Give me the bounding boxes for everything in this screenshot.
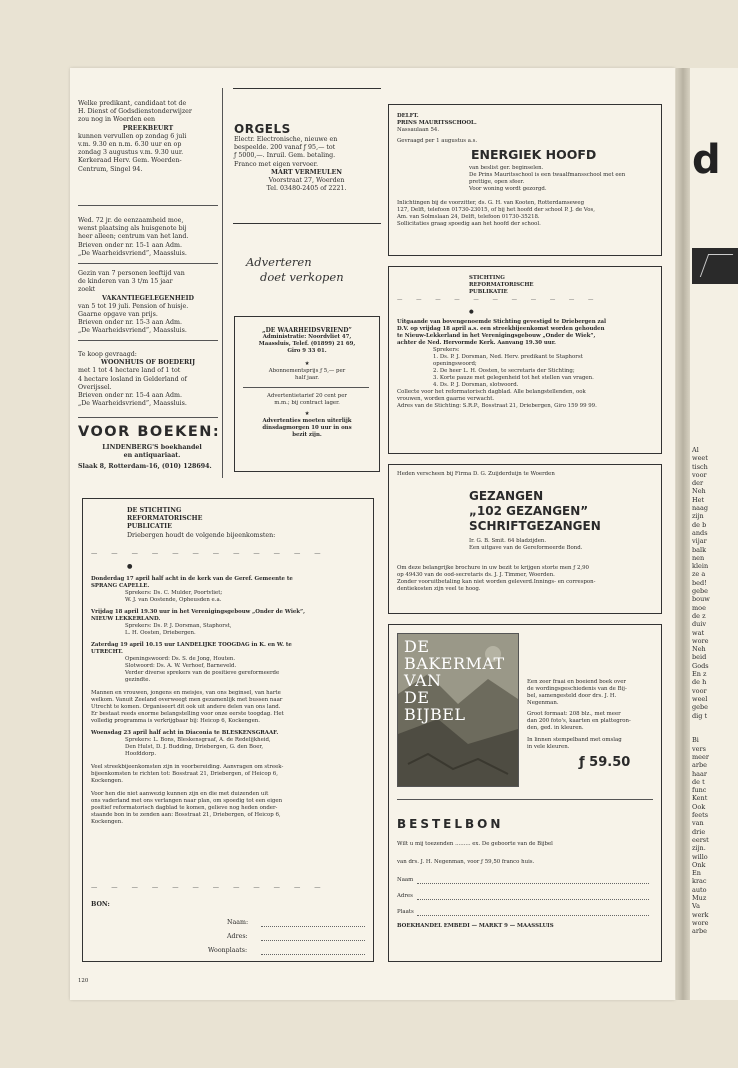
ad-woonhuis-heading: WOONHUIS OF BOEDERIJ <box>100 359 196 367</box>
right-page-line: Muz <box>692 894 707 903</box>
text-line: de wordingsgeschiedenis van de Bij- <box>527 686 627 692</box>
right-page-line: wore <box>692 918 709 927</box>
right-page-line: naag <box>692 504 709 513</box>
ad-orgels-phone: Tel. 03480-2405 of 2221. <box>266 185 347 193</box>
bon-adres-field[interactable] <box>261 940 365 941</box>
delft-heading: ENERGIEK HOOFD <box>471 147 597 162</box>
bestelbon-footer: BOEKHANDEL EMBEDI — MARKT 9 — MAASSLUIS <box>397 923 554 929</box>
ad-vakantie-body <box>78 303 218 336</box>
event-2-place: NIEUW LEKKERLAND. <box>91 616 161 622</box>
text-line: Er bestaat reeds enorme belangstelling voor onze eerste toogdag. Het <box>91 711 284 717</box>
bullet: ● <box>469 309 474 315</box>
stichting-small-title <box>469 275 534 296</box>
text-line: zou nog in Woerden een <box>78 116 156 124</box>
text-line: Maassluis, Telef. (01899) 21 69, <box>258 341 356 347</box>
right-page-line: klein <box>692 562 709 571</box>
right-page-line: wore <box>692 636 709 645</box>
bestelbon-naam-field[interactable] <box>417 883 649 884</box>
text-line: Electr. Electronische, nieuwe en <box>234 136 338 143</box>
text-line: 4 hectare losland in Gelderland of <box>78 375 187 383</box>
event-3-speakers <box>91 656 367 684</box>
ad-preekbeurt-intro <box>78 100 218 125</box>
right-page-line: voor <box>692 470 707 479</box>
text-line: te Nieuw-Lekkerland in het Verenigingsgebouw „Onder de Wiek”, <box>397 333 596 339</box>
text-line: positief reformatorisch dagblad te komen, gelieve nog heden onder- <box>91 805 278 811</box>
divider <box>243 387 369 388</box>
bon-adres-label: Adres: <box>227 933 248 940</box>
text-line: Brieven onder nr. 15-1 aan Adm. <box>78 241 182 249</box>
text-line: Groot formaat: 208 blz., met meer <box>527 711 621 717</box>
page-number: 120 <box>78 978 89 984</box>
text-line: Welke predikant, candidaat tot de <box>78 100 187 107</box>
right-page-line: arbe <box>692 761 707 770</box>
stichting-small-body <box>397 319 659 410</box>
stichting-streekbijeenkomst-box <box>388 266 662 454</box>
text-line: Overijssel. <box>78 383 112 391</box>
gezangen-sub1: Ir. G. B. Smit. 64 bladzijden. <box>469 538 547 544</box>
text-line: kunnen vervullen op zondag 6 juli <box>78 132 187 140</box>
text-line: ons vaderland met ons verlangen naar plan, om spoedig tot een eigen <box>91 798 283 804</box>
text-line: Utrecht te komen. Organiseert dit ook uit andere delen van ons land. <box>91 704 281 710</box>
text-line: Om deze belangrijke brochure in uw bezit te krijgen storte men ƒ 2,90 <box>397 565 589 571</box>
delft-body <box>397 200 659 228</box>
bestelbon-naam-label: Naam <box>397 877 414 883</box>
text-line: Sprekers: L. Bons, Bleskensgraaf, A. de Redelijkheid, <box>125 737 271 743</box>
wv-tarief: Advertentietarief 20 cent per <box>267 393 347 399</box>
gezangen-h1: GEZANGEN <box>469 489 544 503</box>
text-line: Zonder vooruitbetaling kan niet worden geleverd.Innings- en correspon- <box>397 579 596 585</box>
right-page-line: gebe <box>692 587 709 596</box>
text-line: 1. Ds. P. J. Dorsman, Ned. Herv. predikant te Staphorst <box>433 354 583 360</box>
text-line: Slotwoord: Ds. A. W. Verhoef, Barneveld. <box>125 663 237 669</box>
ad-voor-boeken-heading: VOOR BOEKEN: <box>78 424 221 440</box>
delft-school: PRINS MAURITSSCHOOL. <box>397 120 477 126</box>
right-page-line <box>692 720 710 728</box>
text-line: D.V. op vrijdag 18 april a.s. een streekbijeenkomst worden gehouden <box>397 326 605 332</box>
text-line: Centrum, Singel 94. <box>78 165 143 173</box>
right-page-line: ze a <box>692 570 706 579</box>
event-3: Zaterdag 19 april 10.15 uur LANDELIJKE TOOGDAG in K. en W. te <box>91 642 292 648</box>
text-line: „De Waarheidsvriend”, Maassluis. <box>78 400 187 408</box>
cover-title-line: BIJBEL <box>404 705 466 724</box>
bestelbon-adres-field[interactable] <box>417 899 649 900</box>
event-3-place: UTRECHT. <box>91 649 123 655</box>
ad-woonhuis <box>78 351 218 408</box>
text-line: PUBLIKATIE <box>469 289 508 295</box>
cover-title-line: DE <box>404 637 430 656</box>
text-line: bespeelde. 200 vanaf ƒ 95,— tot <box>234 144 336 152</box>
text-line: Sprekers: Ds. P. J. Dorsman, Staphorst, <box>125 623 232 629</box>
right-page-line: wat <box>692 628 705 637</box>
text-line: Sprekers: Ds. C. Mulder, Poortvliet; <box>125 590 223 596</box>
delft-requested: Gevraagd per 1 augustus a.s. <box>397 138 478 144</box>
right-page-line: nen <box>692 553 705 562</box>
text-line: Kerkeraad Herv. Gem. Woerden- <box>78 157 182 165</box>
text-line: 4. Ds. P. J. Dorsman, slotwoord. <box>433 382 519 388</box>
right-page-line: bed! <box>692 578 707 587</box>
ad-voor-boeken <box>78 424 226 472</box>
right-page-line: haar <box>692 769 708 778</box>
divider <box>78 417 218 418</box>
bon-naam-field[interactable] <box>261 926 365 927</box>
right-page-line: der <box>692 479 704 488</box>
ad-woonhuis-body <box>78 367 218 408</box>
right-page-line: Al <box>692 446 699 454</box>
ad-preekbeurt-heading: PREEKBEURT <box>122 124 174 132</box>
ad-vakantie-heading: VAKANTIEGELEGENHEID <box>101 294 195 302</box>
wv-star-1: ★ <box>304 361 310 367</box>
bestelbon-plaats-field[interactable] <box>417 915 649 916</box>
bon-label: BON: <box>91 901 110 908</box>
text-line: achter de Ned. Hervormde Kerk. Aanvang 19.30 uur. <box>397 340 556 346</box>
text-line: 127, Delft, telefoon 01730-23015, of bij het hoofd der school P. J. de Vos, <box>397 207 595 213</box>
text-line: Advertenties moeten uiterlijk <box>262 418 352 424</box>
divider <box>233 223 381 224</box>
right-page-line: ands <box>692 528 708 537</box>
right-page-line: moe <box>692 603 706 612</box>
book-cover-title <box>404 638 505 723</box>
wv-star-2: ★ <box>304 411 310 417</box>
right-page-line: eerst <box>692 835 709 844</box>
right-page-line: willo <box>692 852 708 861</box>
text-line: volledig programma is verkrijgbaar bij: Heicop 6, Kockengen. <box>91 718 260 724</box>
right-page-line: Onk <box>692 860 706 869</box>
wv-tarief-2: m.m.; bij contract lager. <box>274 400 340 406</box>
event-2: Vrijdag 18 april 19.30 uur in het Verenigingsgebouw „Onder de Wiek”, <box>91 609 306 615</box>
right-page-line: van <box>692 819 704 828</box>
stichting-small-p1 <box>397 319 659 347</box>
text-line: REFORMATORISCHE <box>469 282 534 288</box>
text-line: met 1 tot 4 hectare land of 1 tot <box>78 367 181 375</box>
right-page-line: weet <box>692 454 708 463</box>
bestelbon-heading: BESTELBON <box>397 817 504 831</box>
text-line: Administratie: Noordvliet 47, <box>262 334 352 340</box>
text-line: Sollicitaties graag spoedig aan het hoofd der school. <box>397 221 541 227</box>
delft-city: DELFT. <box>397 113 419 119</box>
text-line: in vele kleuren. <box>527 744 570 750</box>
text-line: dinsdagmorgen 10 uur in ons <box>262 425 352 431</box>
text-line: Inlichtingen bij de voorzitter, ds. G. H. van Kooten, Rotterdamseweg <box>397 200 585 206</box>
book-gutter <box>676 68 690 1000</box>
right-page-line: vijar <box>692 537 707 546</box>
text-line: Wed. 72 jr. de eenzaamheid moe, <box>78 217 184 224</box>
sprekers-label: Sprekers: <box>433 347 460 353</box>
right-page-line: krac <box>692 877 707 886</box>
ad-bakermat-box <box>388 624 662 962</box>
ad-preekbeurt-body <box>78 133 218 174</box>
book-binding <box>527 737 655 751</box>
text-line: Een zeer fraai en boeiend boek over <box>527 679 626 685</box>
bestelbon-adres-label: Adres <box>397 893 413 899</box>
slogan-line-2: doet verkopen <box>260 270 344 284</box>
ad-delft-box <box>388 104 662 256</box>
text-line: dan 200 foto's, kaarten en plattegron- <box>527 718 631 724</box>
gezangen-intro: Heden verscheen bij Firma D. G. Zuijderduijn te Woerden <box>397 471 555 477</box>
dashed-rule: — — — — — — — — — — — — <box>91 550 327 557</box>
right-page-line: dig t <box>692 711 708 720</box>
cover-title-line: DE <box>404 688 430 707</box>
slogan-line-1: Adverteren <box>246 255 312 269</box>
ad-gezangen-box <box>388 464 662 614</box>
book-description <box>527 679 655 707</box>
stichting-meetings-box <box>82 498 374 962</box>
stichting-events <box>91 576 367 826</box>
ad-preekbeurt <box>78 100 218 174</box>
text-line: openingswoord; <box>433 361 477 367</box>
bon-naam-label: Naam: <box>227 919 249 926</box>
text-line: Gezin van 7 personen leeftijd van <box>78 270 185 277</box>
text-line: Voor hen die niet aanwezig kunnen zijn en die met duizenden uit <box>91 791 269 797</box>
right-page-line: En <box>692 869 701 878</box>
text-line: prettige, open sfeer. <box>469 179 525 185</box>
book-cover-image <box>397 633 519 787</box>
text-line: zoekt <box>78 286 96 294</box>
text-line: PUBLICATIE <box>127 523 172 531</box>
right-page-line: vers <box>692 744 706 753</box>
dashed-rule: — — — — — — — — — — — <box>397 297 600 303</box>
text-line: Am. van Solmslaan 24, Delft, telefoon 01730-35218. <box>397 214 540 220</box>
right-page-line: Het <box>692 495 705 504</box>
right-page-line: de h <box>692 678 707 687</box>
speaker-list <box>397 354 659 389</box>
bestelbon-line-2: van drs. J. H. Negenman, voor ƒ 59,50 franco huis. <box>397 859 535 865</box>
text-line: staande bon in te zenden aan: Bosstraat 21, Driebergen, of Heicop 6, <box>91 812 281 818</box>
text-line: Kockengen. <box>91 778 123 784</box>
right-page-line: zijn <box>692 512 704 521</box>
bon-woonplaats-label: Woonplaats: <box>208 947 248 954</box>
right-page-line: Bi <box>692 736 699 745</box>
cover-title-line: BAKERMAT <box>404 654 505 673</box>
event-1-place: SPRANG CAPELLE. <box>91 583 150 589</box>
right-page-line: de z <box>692 611 706 620</box>
text-line: 3. Korte pauze met gelegenheid tot het stellen van vragen. <box>433 375 594 381</box>
ad-voor-boeken-sub: en antiquariaat. <box>123 452 181 460</box>
text-line: op 49430 van de ood-secretaris ds. J. J. Timmer, Woerden. <box>397 572 555 578</box>
text-line: Verder diverse sprekers van de positieve gereformeerde <box>125 670 280 676</box>
bestelbon-plaats-label: Plaats <box>397 909 414 915</box>
ad-woonhuis-intro <box>78 351 218 359</box>
text-line: den, ged. in kleuren. <box>527 725 584 731</box>
divider <box>78 340 218 341</box>
gezangen-h3: SCHRIFTGEZANGEN <box>469 519 601 533</box>
right-page-line: Kent <box>692 794 708 803</box>
right-page-line: feets <box>692 811 709 820</box>
right-page-line: de b <box>692 520 707 529</box>
stichting-paragraph-2 <box>91 764 367 785</box>
right-page-line: func <box>692 786 707 795</box>
text-line: W. J. van Oostende, Opheusden e.a. <box>125 597 222 603</box>
text-line: zondag 3 augustus v.m. 9.30 uur. <box>78 149 184 157</box>
event-1-speakers <box>91 590 367 604</box>
text-line: Kockengen. <box>91 819 123 825</box>
text-line: DE STICHTING <box>127 507 182 514</box>
text-line: bijeenkomsten te richten tot: Bosstraat 21, Driebergen, of Heicop 6, <box>91 771 278 777</box>
column-rule <box>222 88 223 478</box>
ad-orgels-heading: ORGELS <box>234 122 291 136</box>
text-line: 2. De heer L. H. Oosten, te secretaris der Stichting; <box>433 368 575 374</box>
right-page-line: Gods <box>692 661 709 670</box>
text-line: Te koop gevraagd: <box>78 351 137 358</box>
stichting-intro: Driebergen houdt de volgende bijeenkomsten: <box>127 532 276 539</box>
gezangen-h2: „102 GEZANGEN” <box>469 504 589 518</box>
text-line: Veel streekbijeenkomsten zijn in voorbereiding. Aanvragen om streek- <box>91 764 284 770</box>
text-line: Giro 9 33 01. <box>287 348 327 354</box>
gezangen-sub2: Een uitgave van de Gereformeerde Bond. <box>469 545 583 551</box>
ad-voor-boeken-shop: LINDENBERG'S boekhandel <box>102 444 202 451</box>
text-line: van beslist ger. beginselen. <box>469 165 544 171</box>
right-page-line: auto <box>692 885 707 894</box>
ad-orgels-name: MART VERMEULEN <box>270 168 343 176</box>
right-page-line: balk <box>692 545 707 554</box>
delft-sub <box>469 165 657 193</box>
cover-title-line: VAN <box>404 671 442 690</box>
right-page-line: En z <box>692 670 707 679</box>
right-page-line: voor <box>692 686 707 695</box>
right-page-line: weel <box>692 694 708 703</box>
text-line: „De Waarheidsvriend”, Maassluis. <box>78 249 187 257</box>
right-page-line: werk <box>692 910 709 919</box>
ad-orgels <box>234 122 379 193</box>
text-line: STICHTING <box>469 275 505 281</box>
text-line: Gaarne opgave van prijs. <box>78 311 158 319</box>
right-page-line: tisch <box>692 462 708 471</box>
text-line: De Prins Mauritsschool is een twaalfmansschool met een <box>469 172 626 178</box>
event-4: Woensdag 23 april half acht in Diaconia te BLESKENSGRAAF. <box>91 730 279 736</box>
text-line: Voor woning wordt gezorgd. <box>469 186 547 192</box>
book-format <box>527 711 655 732</box>
delft-address: Nassaulaan 54. <box>397 127 440 133</box>
wv-deadline <box>235 418 379 439</box>
book-price: ƒ 59.50 <box>579 755 631 770</box>
text-line: Collecte voor het reformatorisch dagblad. Alle belangstellenden, ook <box>397 389 586 395</box>
text-line: de kinderen van 3 t/m 15 jaar <box>78 278 173 286</box>
wv-title: „DE WAARHEIDSVRIEND” <box>262 327 352 334</box>
right-page-line: drie <box>692 827 706 836</box>
text-line: Uitgaande van bovengenoemde Stichting gevestigd te Driebergen zal <box>397 319 607 325</box>
right-page-line: Ook <box>692 802 706 811</box>
text-line: Openingswoord: Ds. S. de Jong, Houten. <box>125 656 236 662</box>
text-line: bezit zijn. <box>292 432 322 438</box>
text-line: Franco met eigen vervoer. <box>234 160 318 168</box>
text-line: Brieven onder nr. 15-4 aan Adm. <box>78 392 182 400</box>
text-line: v.m. 9.30 en n.m. 6.30 uur en op <box>78 141 182 149</box>
text-line: wenst plaatsing als huisgenote bij <box>78 225 187 233</box>
right-page-line: bouw <box>692 595 710 604</box>
right-page-line <box>692 728 710 736</box>
text-line: ƒ 5000,—. Inruil. Gem. betaling. <box>234 152 336 160</box>
ad-orgels-body <box>234 136 379 169</box>
right-page-line: Va <box>692 902 700 911</box>
divider <box>397 799 653 800</box>
right-page-line: Neh <box>692 487 706 496</box>
wv-abonnement-2: half jaar. <box>295 375 319 381</box>
text-line: Mannen en vrouwen, jongens en meisjes, van ons beginsel, van harte <box>91 690 281 696</box>
ad-eenzaamheid <box>78 217 218 258</box>
right-page-line: duiv <box>692 620 707 629</box>
right-page-line: gebe <box>692 703 709 712</box>
bon-woonplaats-field[interactable] <box>261 954 365 955</box>
divider <box>233 88 381 89</box>
right-page <box>690 68 738 1000</box>
text-line: L. H. Oosten, Driebergen. <box>125 630 196 636</box>
text-line: dentiekosten zijn veel te hoog. <box>397 586 481 592</box>
text-line: Hoofddorp. <box>125 751 157 757</box>
text-line: „De Waarheidsvriend”, Maassluis. <box>78 327 187 335</box>
bestelbon-line-1: Wilt u mij toezenden ......... ex. De geboorte van de Bijbel <box>397 841 553 847</box>
ad-vakantie-intro <box>78 270 218 295</box>
text-line: vrouwen, worden gaarne verwacht. <box>397 396 495 402</box>
stichting-title <box>127 507 202 532</box>
right-page-line: meer <box>692 752 709 761</box>
text-line: Den Hulst, D. J. Budding, Driebergen, G. den Boer, <box>125 744 264 750</box>
text-line: heer alleen; centrum van het land. <box>78 233 189 241</box>
stichting-paragraph-1 <box>91 690 367 725</box>
event-1: Donderdag 17 april half acht in de kerk van de Geref. Gemeente te <box>91 576 293 582</box>
ad-voor-boeken-address: Slaak 8, Rotterdam-16, (010) 128694. <box>78 463 212 471</box>
stichting-paragraph-3 <box>91 791 367 826</box>
bullet: ● <box>127 563 133 570</box>
text-line: Adres van de Stichting: S.R.P., Bosstraat 21, Driebergen, Giro 159 99 99. <box>397 403 597 409</box>
wv-abonnement: Abonnementsprijs ƒ 5,— per <box>268 368 346 374</box>
newspaper-page <box>70 68 675 1000</box>
gezangen-body <box>397 565 659 593</box>
right-page-line: arbe <box>692 927 707 936</box>
event-4-speakers <box>91 737 367 758</box>
text-line: REFORMATORISCHE <box>127 515 203 523</box>
text-line: bel, samengesteld door drs. J. H. <box>527 693 617 699</box>
right-page-text <box>692 446 710 936</box>
ad-orgels-address: Voorstraat 27, Woerden <box>268 177 345 185</box>
text-line: Brieven onder nr. 15-3 aan Adm. <box>78 319 182 327</box>
text-line: welkom. Vanuit Zeeland overweegt men gezamenlijk met bussen naar <box>91 697 283 703</box>
stichting-small-p2 <box>397 389 659 410</box>
text-line: van 5 tot 19 juli. Pension of huisje. <box>78 302 189 310</box>
ad-vakantie <box>78 270 218 336</box>
right-page-big-letter: d <box>692 137 721 183</box>
divider <box>78 205 218 206</box>
waarheidsvriend-info-box <box>234 316 380 472</box>
text-line: gezindte. <box>125 677 151 683</box>
wv-admin <box>235 334 379 355</box>
dashed-rule: — — — — — — — — — — — — <box>91 884 327 891</box>
event-2-speakers <box>91 623 367 637</box>
text-line: H. Dienst of Godsdienstonderwijzer <box>78 108 192 116</box>
text-line: In linnen stempelband met omslag <box>527 737 622 743</box>
right-page-line: zijn. <box>692 844 706 853</box>
divider <box>78 263 218 264</box>
text-line: Negenman. <box>527 700 559 706</box>
right-page-line: beid <box>692 653 707 662</box>
right-page-line: de t <box>692 777 705 786</box>
right-page-line: Neh <box>692 645 706 654</box>
